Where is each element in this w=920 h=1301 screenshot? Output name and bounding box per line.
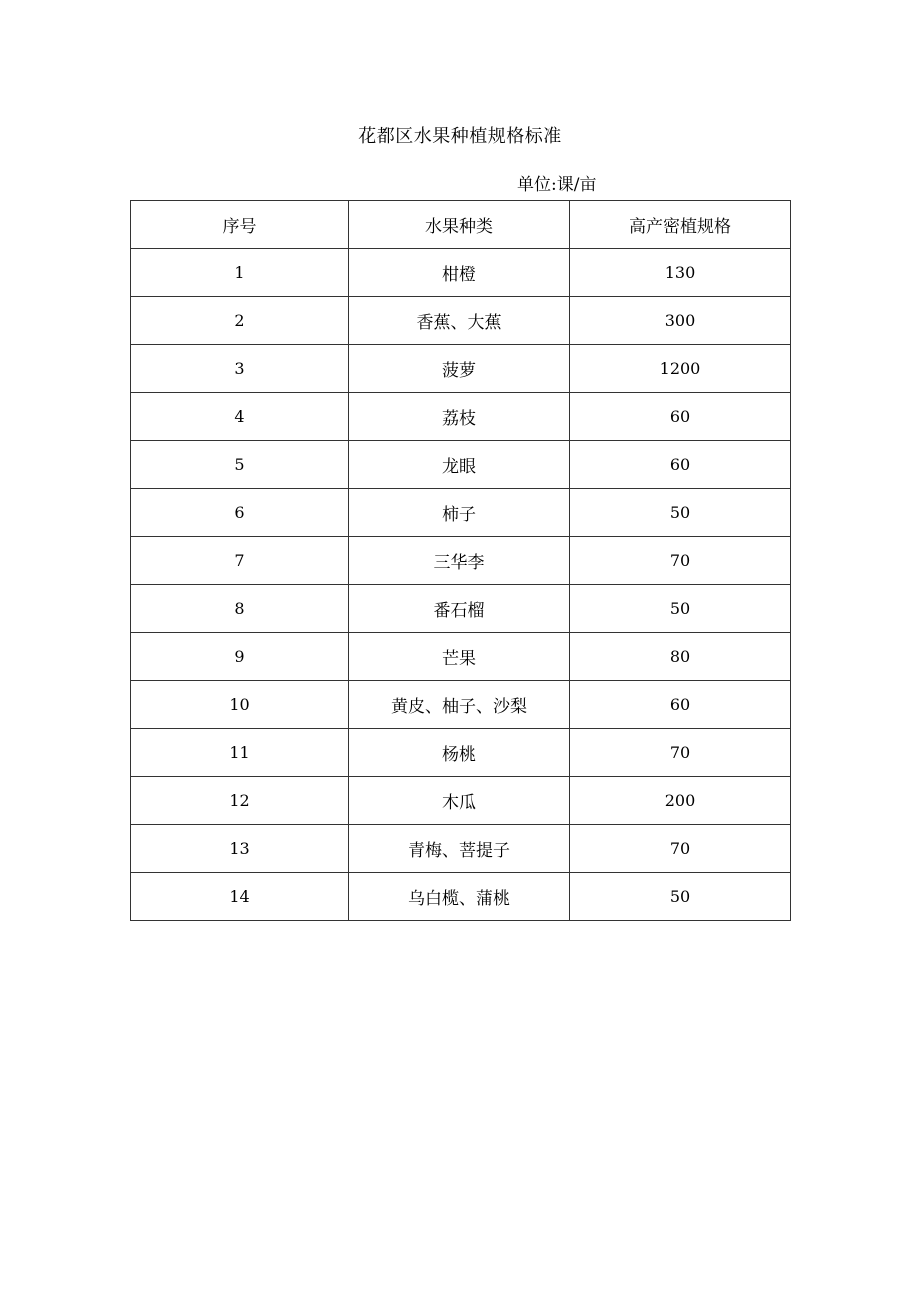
cell-planting-spec: 60: [570, 441, 791, 489]
header-serial-number: 序号: [131, 201, 349, 249]
cell-serial-number: 1: [131, 249, 349, 297]
document-title: 花都区水果种植规格标准: [358, 126, 562, 147]
table-row: [131, 537, 791, 585]
table-row: [131, 825, 791, 873]
cell-fruit-type: 龙眼: [349, 441, 570, 489]
cell-serial-number: 13: [131, 825, 349, 873]
table-row: [131, 633, 791, 681]
table-body: [131, 249, 791, 921]
cell-planting-spec: 80: [570, 633, 791, 681]
cell-fruit-type: 乌白榄、蒲桃: [349, 873, 570, 921]
cell-fruit-type: 柿子: [349, 489, 570, 537]
cell-fruit-type: 三华李: [349, 537, 570, 585]
cell-fruit-type: 青梅、菩提子: [349, 825, 570, 873]
cell-serial-number: 7: [131, 537, 349, 585]
table-row: [131, 441, 791, 489]
cell-planting-spec: 300: [570, 297, 791, 345]
cell-planting-spec: 130: [570, 249, 791, 297]
cell-planting-spec: 50: [570, 489, 791, 537]
header-fruit-type: 水果种类: [349, 201, 570, 249]
table-row: [131, 777, 791, 825]
table-row: [131, 393, 791, 441]
cell-serial-number: 9: [131, 633, 349, 681]
cell-serial-number: 11: [131, 729, 349, 777]
cell-fruit-type: 菠萝: [349, 345, 570, 393]
table-row: [131, 729, 791, 777]
cell-fruit-type: 香蕉、大蕉: [349, 297, 570, 345]
cell-planting-spec: 1200: [570, 345, 791, 393]
cell-fruit-type: 芒果: [349, 633, 570, 681]
cell-planting-spec: 60: [570, 681, 791, 729]
cell-planting-spec: 70: [570, 537, 791, 585]
cell-fruit-type: 黄皮、柚子、沙梨: [349, 681, 570, 729]
cell-serial-number: 6: [131, 489, 349, 537]
cell-planting-spec: 50: [570, 585, 791, 633]
table-row: [131, 345, 791, 393]
cell-planting-spec: 50: [570, 873, 791, 921]
table-row: [131, 297, 791, 345]
cell-planting-spec: 200: [570, 777, 791, 825]
cell-serial-number: 3: [131, 345, 349, 393]
table-row: [131, 249, 791, 297]
cell-fruit-type: 木瓜: [349, 777, 570, 825]
cell-serial-number: 8: [131, 585, 349, 633]
cell-fruit-type: 荔枝: [349, 393, 570, 441]
table-row: [131, 681, 791, 729]
cell-serial-number: 12: [131, 777, 349, 825]
header-planting-spec: 高产密植规格: [570, 201, 791, 249]
fruit-spec-table: [130, 200, 791, 921]
cell-serial-number: 14: [131, 873, 349, 921]
cell-fruit-type: 柑橙: [349, 249, 570, 297]
table-row: [131, 489, 791, 537]
cell-fruit-type: 杨桃: [349, 729, 570, 777]
cell-serial-number: 2: [131, 297, 349, 345]
table-row: [131, 585, 791, 633]
cell-serial-number: 5: [131, 441, 349, 489]
unit-note: 单位:课/亩: [517, 175, 597, 195]
cell-planting-spec: 60: [570, 393, 791, 441]
table-header-row: [131, 201, 791, 249]
cell-serial-number: 4: [131, 393, 349, 441]
cell-planting-spec: 70: [570, 729, 791, 777]
cell-planting-spec: 70: [570, 825, 791, 873]
cell-serial-number: 10: [131, 681, 349, 729]
cell-fruit-type: 番石榴: [349, 585, 570, 633]
table-row: [131, 873, 791, 921]
